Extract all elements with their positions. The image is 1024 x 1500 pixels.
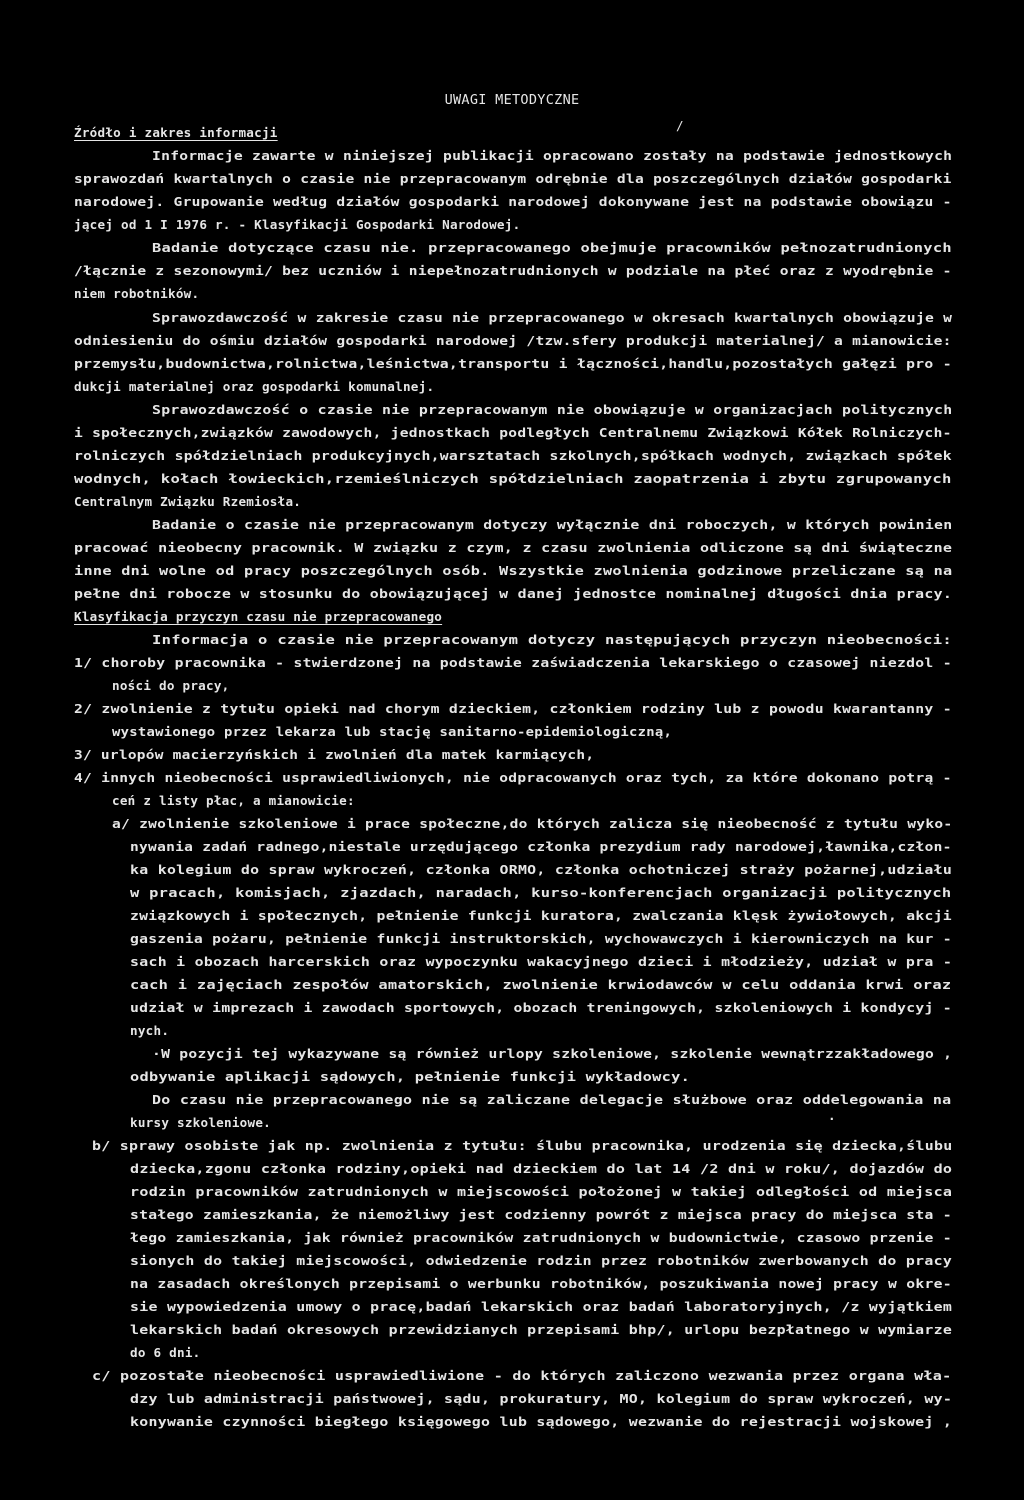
- text-line: związkowych i społecznych, pełnienie funkcji kuratora, zwalczania klęsk żywiołowych, akcji: [130, 908, 952, 923]
- text-line: do 6 dni.: [130, 1345, 201, 1360]
- text-line: ności do pracy,: [112, 678, 230, 693]
- text-line: Badanie dotyczące czasu nie. przepracowanego obejmuje pracowników pełnozatrudnionych: [152, 240, 952, 255]
- text-line: Do czasu nie przepracowanego nie są zaliczane delegacje służbowe oraz oddelegowania na: [152, 1092, 952, 1107]
- text-line: wystawionego przez lekarza lub stację sanitarno-epidemiologiczną,: [112, 724, 673, 739]
- document-title: UWAGI METODYCZNE: [444, 92, 580, 108]
- text-line: /łącznie z sezonowymi/ bez uczniów i niepełnozatrudnionych w podziale na płeć oraz z wyodrębnie -: [74, 263, 952, 278]
- text-line: i społecznych,związków zawodowych, jednostkach podległych Centralnemu Związkowi Kółek Rolniczych-: [74, 425, 952, 440]
- section-heading: Źródło i zakres informacji: [74, 125, 278, 140]
- text-line: 1/ choroby pracownika - stwierdzonej na podstawie zaświadczenia lekarskiego o czasowej niezdol -: [74, 655, 952, 670]
- text-line: odbywanie aplikacji sądowych, pełnienie funkcji wykładowcy.: [130, 1069, 691, 1084]
- text-line: sprawozdań kwartalnych o czasie nie przepracowanym odrębnie dla poszczególnych działów gospodarki: [74, 171, 952, 186]
- text-line: dziecka,zgonu członka rodziny,opieki nad dzieckiem do lat 14 /2 dni w roku/, dojazdów do: [130, 1161, 953, 1176]
- text-line: odniesieniu do ośmiu działów gospodarki narodowej /tzw.sfery produkcji materialnej/ a mianowicie:: [74, 333, 952, 348]
- text-line: w pracach, komisjach, zjazdach, naradach, kurso-konferencjach organizacji politycznych: [130, 885, 952, 900]
- text-line: narodowej. Grupowanie według działów gospodarki narodowej dokonywane jest na podstawie obowiązu -: [74, 194, 952, 209]
- text-line: cach i zajęciach zespołów amatorskich, zwolnienie krwiodawców w celu oddania krwi oraz: [130, 977, 952, 992]
- text-line: a/ zwolnienie szkoleniowe i prace społeczne,do których zalicza się nieobecność z tytułu wyko-: [112, 816, 953, 831]
- text-line: niem robotników.: [74, 286, 200, 301]
- text-line: Sprawozdawczość o czasie nie przepracowanym nie obowiązuje w organizacjach politycznych: [152, 402, 953, 417]
- text-line: inne dni wolne od pracy poszczególnych osób. Wszystkie zwolnienia godzinowe przeliczane są na: [74, 563, 953, 578]
- text-line: Informacje zawarte w niniejszej publikacji opracowano zostały na podstawie jednostkowych: [152, 148, 953, 163]
- text-line: nych.: [130, 1023, 170, 1038]
- text-line: na zasadach określonych przepisami o werbunku robotników, poszukiwania nowej pracy w okre-: [130, 1276, 952, 1291]
- text-line: 2/ zwolnienie z tytułu opieki nad chorym dzieckiem, członkiem rodziny lub z powodu kwarantanny -: [74, 701, 952, 716]
- text-line: ceń z listy płac, a mianowicie:: [112, 793, 355, 808]
- text-line: gaszenia pożaru, pełnienie funkcji instruktorskich, wychowawczych i kierowniczych na kur -: [130, 931, 952, 946]
- text-line: sach i obozach harcerskich oraz wypoczynku wakacyjnego dzieci i młodzieży, udział w pra -: [130, 954, 953, 969]
- text-line: pracować nieobecny pracownik. W związku z czym, z czasu zwolnienia odliczone są dni świąteczne: [74, 540, 953, 555]
- text-line: kursy szkoleniowe.: [130, 1115, 271, 1130]
- text-line: Centralnym Związku Rzemiosła.: [74, 494, 302, 509]
- text-line: wodnych, kołach łowieckich,rzemieślniczych spółdzielniach zaopatrzenia i zbytu zgrupowanych: [74, 471, 952, 486]
- text-line: łego zamieszkania, jak również pracowników zatrudnionych w budownictwie, czasowo przenie -: [130, 1230, 952, 1245]
- text-line: pełne dni robocze w stosunku do obowiązującej w danej jednostce nominalnej długości dnia pracy.: [74, 586, 953, 601]
- text-line: lekarskich badań okresowych przewidzianych przepisami bhp/, urlopu bezpłatnego w wymiarze: [130, 1322, 953, 1337]
- text-line: Klasyfikacja przyczyn czasu nie przepracowanego: [74, 609, 443, 624]
- text-line: c/ pozostałe nieobecności usprawiedliwione - do których zaliczono wezwania przez organa wła-: [92, 1368, 952, 1383]
- text-line: nywania zadań radnego,niestale urzędującego członka prezydium rady narodowej,ławnika,człon-: [130, 839, 952, 854]
- text-line: stałego zamieszkania, że niemożliwy jest codzienny powrót z miejsca pracy do miejsca sta -: [130, 1207, 952, 1222]
- text-line: rodzin pracowników zatrudnionych w miejscowości położonej w takiej odległości od miejsca: [130, 1184, 953, 1199]
- text-line: konywanie czynności biegłego księgowego lub sądowego, wezwanie do rejestracji wojskowej ,: [130, 1414, 953, 1429]
- text-line: sie wypowiedzenia umowy o pracę,badań lekarskich oraz badań laboratoryjnych, /z wyjątkiem: [130, 1299, 953, 1314]
- text-line: 3/ urlopów macierzyńskich i zwolnień dla matek karmiących,: [74, 747, 595, 762]
- stray-dot: .: [828, 1108, 836, 1123]
- text-line: ka kolegium do spraw wykroczeń, członka ORMO, członka ochotniczej straży pożarnej,udziału: [130, 862, 953, 877]
- stray-mark: /: [676, 118, 684, 133]
- text-line: Informacja o czasie nie przepracowanym dotyczy następujących przyczyn nieobecności:: [152, 632, 953, 647]
- text-line: ·W pozycji tej wykazywane są również urlopy szkoleniowe, szkolenie wewnątrzzakładowego ,: [152, 1046, 953, 1061]
- text-line: Badanie o czasie nie przepracowanym dotyczy wyłącznie dni roboczych, w których powinien: [152, 517, 953, 532]
- text-line: dukcji materialnej oraz gospodarki komunalnej.: [74, 379, 435, 394]
- text-line: Sprawozdawczość w zakresie czasu nie przepracowanego w okresach kwartalnych obowiązuje w: [152, 310, 953, 325]
- text-line: jącej od 1 I 1976 r. - Klasyfikacji Gospodarki Narodowej.: [74, 217, 521, 232]
- text-line: przemysłu,budownictwa,rolnictwa,leśnictwa,transportu i łączności,handlu,pozostałych gałęzi pro -: [74, 356, 952, 371]
- text-line: rolniczych spółdzielniach produkcyjnych,warsztatach szkolnych,spółkach wodnych, związkach spółek: [74, 448, 952, 463]
- text-line: 4/ innych nieobecności usprawiedliwionych, nie odpracowanych oraz tych, za które dokonano potrą -: [74, 770, 952, 785]
- text-line: b/ sprawy osobiste jak np. zwolnienia z tytułu: ślubu pracownika, urodzenia się dziecka,ślubu: [92, 1138, 953, 1153]
- text-line: udział w imprezach i zawodach sportowych, obozach treningowych, szkoleniowych i kondycyj -: [130, 1000, 952, 1015]
- text-line: dzy lub administracji państwowej, sądu, prokuratury, MO, kolegium do spraw wykroczeń, wy-: [130, 1391, 953, 1406]
- text-line: sionych do takiej miejscowości, odwiedzenie rodzin przez robotników zwerbowanych do pracy: [130, 1253, 953, 1268]
